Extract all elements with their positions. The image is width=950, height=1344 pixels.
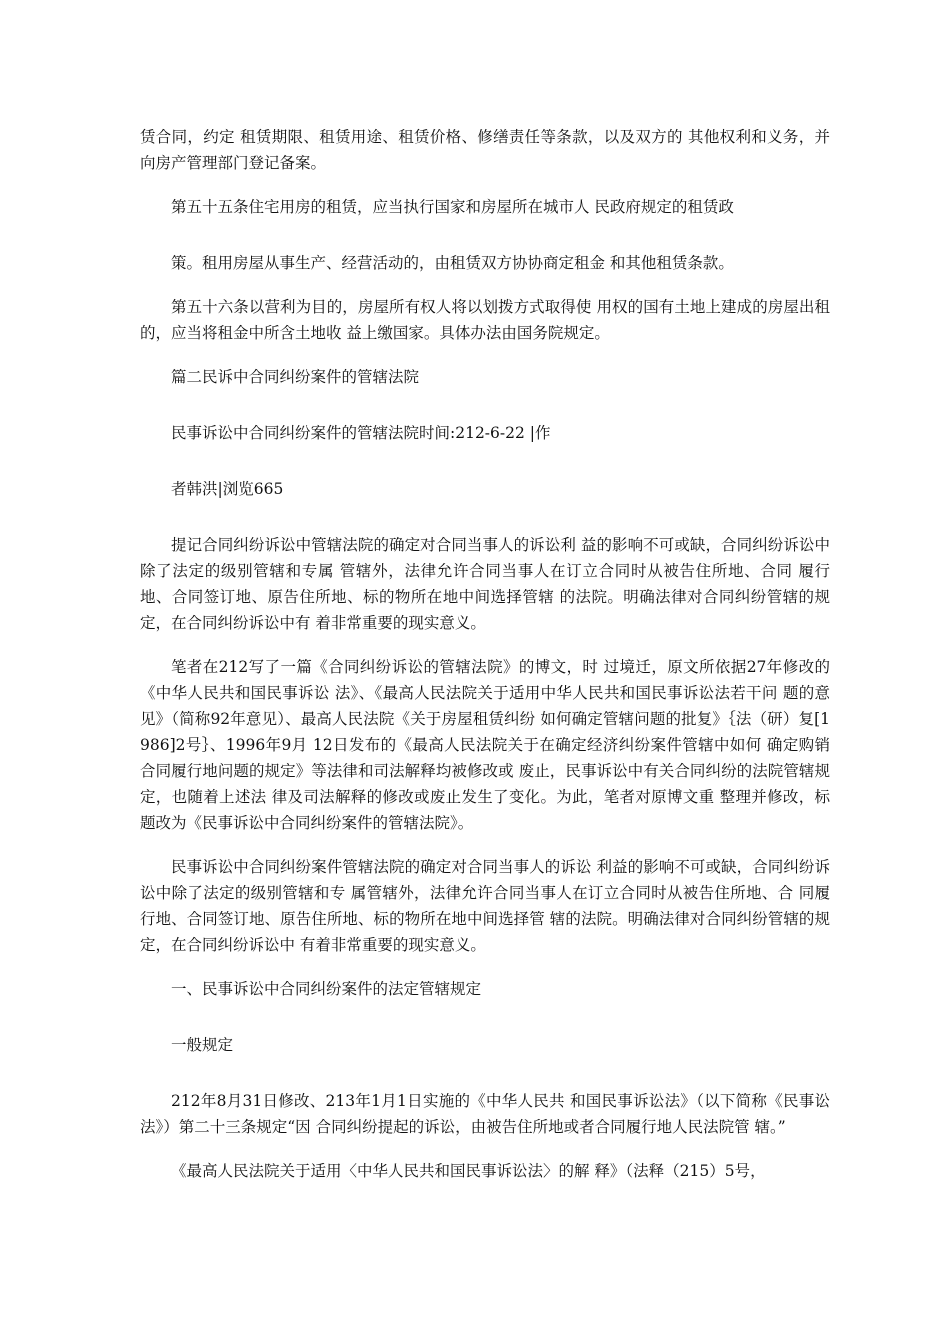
paragraph-lease-contract: 赁合同，约定 租赁期限、租赁用途、租赁价格、修缮责任等条款，以及双方的 其他权利和义务，并向房产管理部门登记备案。: [140, 128, 830, 172]
paragraph-article-55: 第五十五条住宅用房的租赁，应当执行国家和房屋所在城市人 民政府规定的租赁政: [171, 198, 734, 216]
paragraph-intro: 提记合同纠纷诉讼中管辖法院的确定对合同当事人的诉讼利 益的影响不可或缺，合同纠纷诉讼中除了法定的级别管辖和专属 管辖外，法律允许合同当事人在订立合同时从被告住所地、合同 履行地、合同签订地、原告住所地、标的物所在地中间选择管辖 的法院。明确法律对合同纠纷管辖的规定，在合同纠纷诉讼中有 着非常重要的现实意义。: [140, 536, 830, 632]
section-heading-part-two: 篇二民诉中合同纠纷案件的管辖法院: [171, 368, 420, 386]
article-author-views: 者韩洪|浏览665: [171, 480, 284, 498]
subheading-general-rule: 一般规定: [171, 1036, 234, 1054]
paragraph-article-56: 第五十六条以营利为目的，房屋所有权人将以划拨方式取得使 用权的国有土地上建成的房屋出租的，应当将租金中所含土地收 益上缴国家。具体办法由国务院规定。: [140, 298, 830, 342]
section-heading-statutory: 一、民事诉讼中合同纠纷案件的法定管辖规定: [171, 980, 482, 998]
article-meta-line: 民事诉讼中合同纠纷案件的管辖法院时间:212-6-22 |作: [171, 424, 551, 442]
document-body: [140, 124, 830, 1202]
paragraph-author-note: 笔者在212写了一篇《合同纠纷诉讼的管辖法院》的博文，时 过境迁，原文所依据27年修改的《中华人民共和国民事诉讼 法》、《最高人民法院关于适用中华人民共和国民事诉讼法若干问 题的意见》（简称92年意见）、最高人民法院《关于房屋租赁纠纷 如何确定管辖问题的批复》｛法（研）复[1986]2号｝、1996年9月 12日发布的《最高人民法院关于在确定经济纠纷案件管辖中如何 确定购销合同履行地问题的规定》等法律和司法解释均被修改或 废止，民事诉讼中有关合同纠纷的法院管辖规定，也随着上述法 律及司法解释的修改或废止发生了变化。为此，笔者对原博文重 整理并修改，标题改为《民事诉讼中合同纠纷案件的管辖法院》。: [140, 658, 830, 832]
paragraph-civil-procedure-law: 212年8月31日修改、213年1月1日实施的《中华人民共 和国民事诉讼法》（以下简称《民事讼法》）第二十三条规定“因 合同纠纷提起的诉讼，由被告住所地或者合同履行地人民法院管 辖。”: [140, 1092, 830, 1136]
paragraph-article-55-cont: 策。租用房屋从事生产、经营活动的，由租赁双方协协商定租金 和其他租赁条款。: [171, 254, 734, 272]
paragraph-summary: 民事诉讼中合同纠纷案件管辖法院的确定对合同当事人的诉讼 利益的影响不可或缺，合同纠纷诉讼中除了法定的级别管辖和专 属管辖外，法律允许合同当事人在订立合同时从被告住所地、合 同履行地、合同签订地、原告住所地、标的物所在地中间选择管 辖的法院。明确法律对合同纠纷管辖的规定，在合同纠纷诉讼中 有着非常重要的现实意义。: [140, 858, 830, 954]
paragraph-judicial-interpretation: 《最高人民法院关于适用〈中华人民共和国民事诉讼法〉的解 释》（法释（215）5号，: [171, 1162, 766, 1180]
